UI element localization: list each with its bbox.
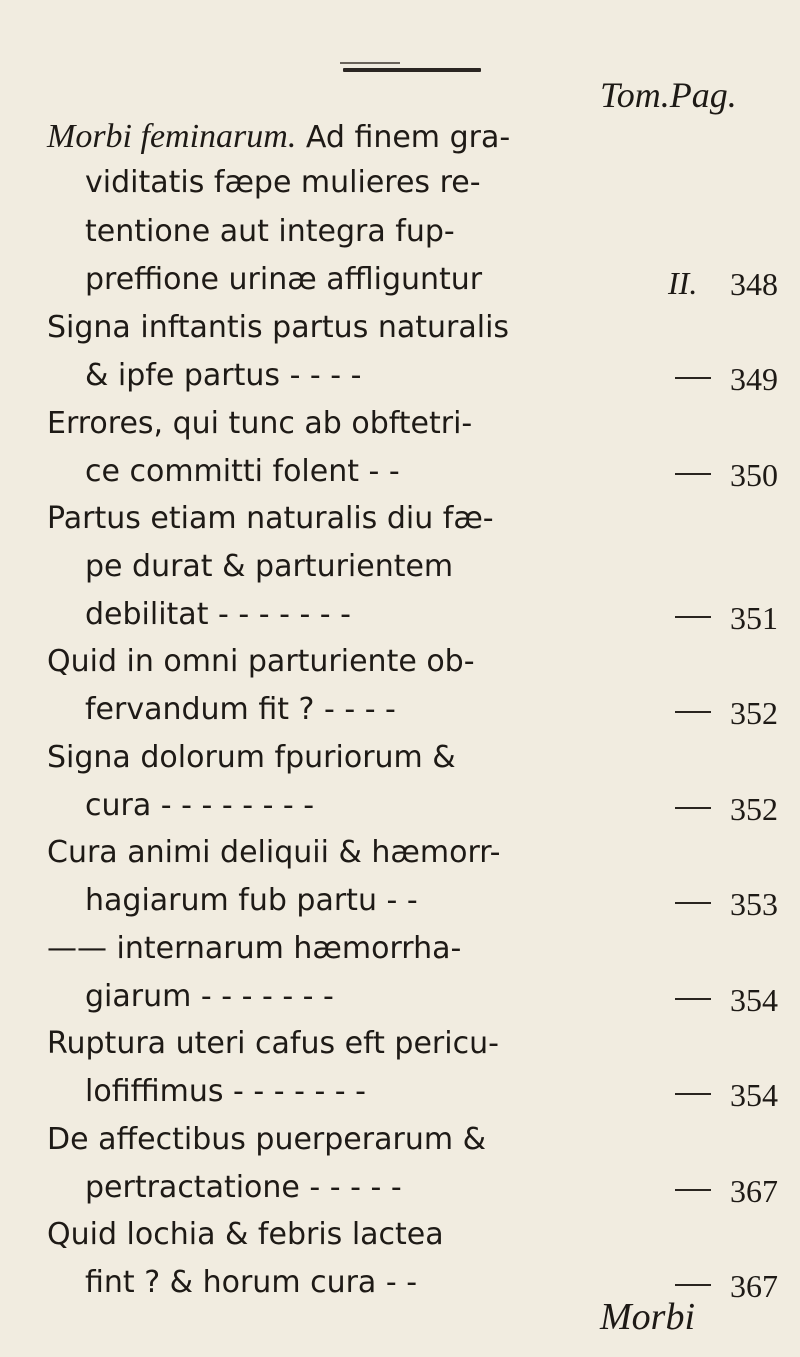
entry-1-line-4: preffione urinæ affliguntur — [85, 262, 483, 297]
entry-4-line-1: Partus etiam naturalis diu fæ- — [47, 501, 494, 536]
entry-7-line-2: hagiarum fub partu - - — [85, 883, 418, 918]
page-header: Tom.Pag. — [600, 75, 737, 115]
entry-7-page: 353 — [730, 886, 778, 922]
entry-7-line-1: Cura animi deliquii & hæmorr- — [47, 835, 501, 870]
entry-4-line-3: debilitat - - - - - - - — [85, 597, 351, 632]
entry-1-page: 348 — [730, 266, 778, 302]
entry-10-page: 367 — [730, 1173, 778, 1209]
entry-3-page: 350 — [730, 457, 778, 493]
entry-6-line-2: cura - - - - - - - - — [85, 788, 315, 823]
entry-2-page: 349 — [730, 361, 778, 397]
entry-1-tomus: II. — [668, 265, 698, 301]
entry-1-line-2: viditatis fæpe mulieres re- — [85, 165, 481, 200]
entry-11-line-1: Quid lochia & febris lactea — [47, 1217, 444, 1252]
entry-9-line-1: Ruptura uteri cafus eft pericu- — [47, 1026, 499, 1061]
entry-10-line-1: De affectibus puerperarum & — [47, 1122, 486, 1157]
entry-11-line-2: fint ? & horum cura - - — [85, 1265, 418, 1300]
entry-4-line-2: pe durat & parturientem — [85, 549, 454, 584]
entry-5-page: 352 — [730, 695, 778, 731]
entry-1-line-1: Morbi feminarum. Ad finem gra- — [47, 118, 511, 155]
entry-6-line-1: Signa dolorum fpuriorum & — [47, 740, 456, 775]
leader-dash — [675, 473, 711, 475]
entry-4-page: 351 — [730, 600, 778, 636]
entry-9-line-2: lofiffimus - - - - - - - — [85, 1074, 366, 1109]
ornament-rule — [343, 68, 481, 72]
ornament-rule-thin — [340, 62, 400, 64]
entry-6-page: 352 — [730, 791, 778, 827]
leader-dash — [675, 1093, 711, 1095]
leader-dash — [675, 1284, 711, 1286]
catchword: Morbi — [600, 1296, 695, 1338]
entry-8-page: 354 — [730, 982, 778, 1018]
entry-5-line-2: fervandum fit ? - - - - — [85, 692, 396, 727]
leader-dash — [675, 807, 711, 809]
leader-dash — [675, 902, 711, 904]
entry-5-line-1: Quid in omni parturiente ob- — [47, 644, 475, 679]
entry-3-line-1: Errores, qui tunc ab obftetri- — [47, 406, 473, 441]
entry-10-line-2: pertractatione - - - - - — [85, 1170, 402, 1205]
leader-dash — [675, 377, 711, 379]
leader-dash — [675, 998, 711, 1000]
entry-1-line-3: tentione aut integra fup- — [85, 214, 455, 249]
leader-dash — [675, 616, 711, 618]
entry-11-page: 367 — [730, 1268, 778, 1304]
entry-3-line-2: ce committi folent - - — [85, 454, 400, 489]
entry-2-line-2: & ipfe partus - - - - — [85, 358, 362, 393]
entry-2-line-1: Signa inftantis partus naturalis — [47, 310, 510, 345]
leader-dash — [675, 711, 711, 713]
entry-9-page: 354 — [730, 1077, 778, 1113]
leader-dash — [675, 1189, 711, 1191]
entry-8-line-1: —— internarum hæmorrha- — [47, 931, 462, 966]
entry-8-line-2: giarum - - - - - - - — [85, 979, 334, 1014]
